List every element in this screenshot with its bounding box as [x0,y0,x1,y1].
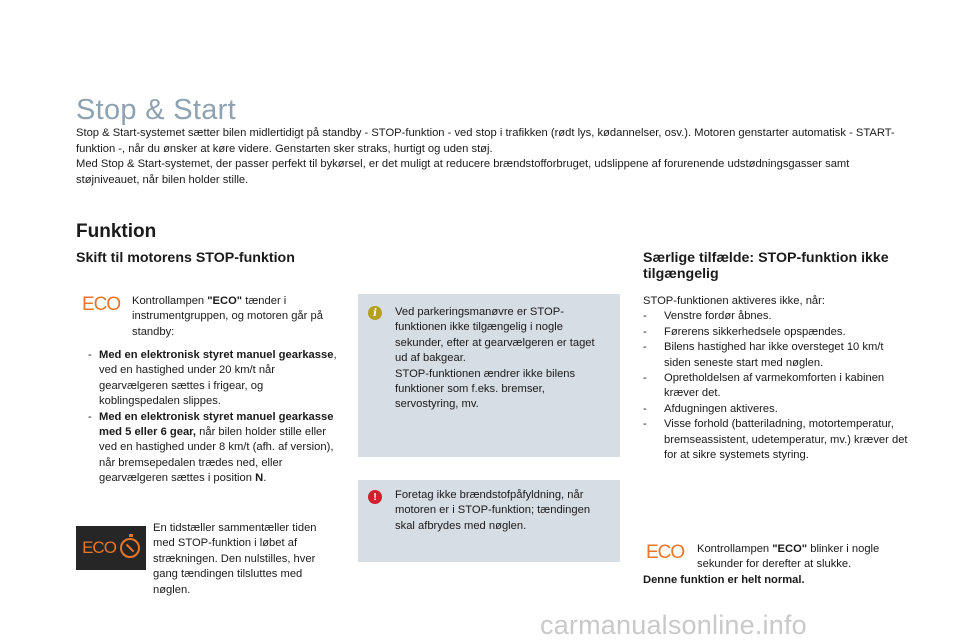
list-item: - Opretholdelsen af varmekomforten i kabinen kræver det. [643,372,885,400]
info-panel [358,294,620,457]
stopwatch-icon [120,538,140,558]
intro-paragraph-2: Med Stop & Start-systemet, der passer perfekt til bykørsel, er det muligt at reducere brændstofforbruget, udslippene af forurenende udstødningsgasser samt støjniveauet, når bilen holder stille. [76,158,850,186]
eco-timer-icon [76,526,146,570]
normal-note: Denne funktion er helt normal. [643,574,805,586]
list-item: - Venstre fordør åbnes. [643,310,772,323]
list-item: - Førerens sikkerhedsele opspændes. [643,325,846,338]
list-item: - Bilens hastighed har ikke oversteget 10 km/t siden seneste start med nøglen. [643,341,884,369]
warning-panel [358,480,620,562]
eco-lamp-icon: ECO [82,294,121,315]
special-cases-lead: STOP-funktionen aktiveres ikke, når: [643,295,825,307]
list-item: - Visse forhold (batteriladning, motortemperatur, bremseassistent, udetemperatur, mv.) kræver det for at sikre systemets styring. [643,418,908,462]
stop-conditions-list [88,348,340,487]
warning-text: Foretag ikke brændstofpåfyldning, når motoren er i STOP-funktion; tændingen skal afbrydes med nøglen. [395,489,591,532]
eco-lamp-description: Kontrollampen "ECO" tænder i instrumentgruppen, og motoren går på standby: [132,295,323,338]
special-cases-list [643,309,913,463]
timer-description: En tidstæller sammentæller tiden med STOP-funktion i løbet af strækningen. Den nulstilles, hver gang tændingen tilsluttes med nøglen. [153,522,317,596]
special-cases [643,294,913,463]
eco-blink-description: Kontrollampen "ECO" blinker i nogle sekunder for derefter at slukke. [697,543,880,571]
page-title: Stop & Start [76,94,236,126]
list-item: - Med en elektronisk styret manuel gearkasse med 5 eller 6 gear, når bilen holder stille eller ved en hastighed under 8 km/t (afh. af version), når bremsepedalen trædes ned, eller gearvælgeren sættes i position N. [88,410,334,485]
watermark: carmanualsonline.info [540,610,807,640]
warning-icon: ! [368,490,382,504]
left-heading: Skift til motorens STOP-funktion [76,250,295,266]
eco-lamp-icon: ECO [646,542,685,563]
intro-paragraph-1: Stop & Start-systemet sætter bilen midlertidigt på standby - STOP-funktion - ved stop i trafikken (rødt lys, kødannelser, osv.). Motoren genstarter automatisk - START-funktion -, når du ønsker at køre videre. Genstarten sker straks, hurtigt og uden støj. [76,127,895,155]
list-item: - Afdugningen aktiveres. [643,402,778,415]
info-icon: i [368,306,382,320]
list-item: - Med en elektronisk styret manuel gearkasse, ved en hastighed under 20 km/t når gearvælgeren sættes i frigear, og koblingspedalen slippes. [88,349,337,408]
info-text: Ved parkeringsmanøvre er STOP-funktionen ikke tilgængelig i nogle sekunder, efter at gearvælgeren er taget ud af bakgear. STOP-funktionen ændrer ikke bilens funktioner som f.eks. bremser, servostyring, mv. [395,306,595,411]
intro-text [76,126,906,188]
section-heading: Funktion [76,221,157,242]
right-heading: Særlige tilfælde: STOP-funktion ikke tilgængelig [643,250,889,282]
eco-label: ECO [82,538,116,557]
